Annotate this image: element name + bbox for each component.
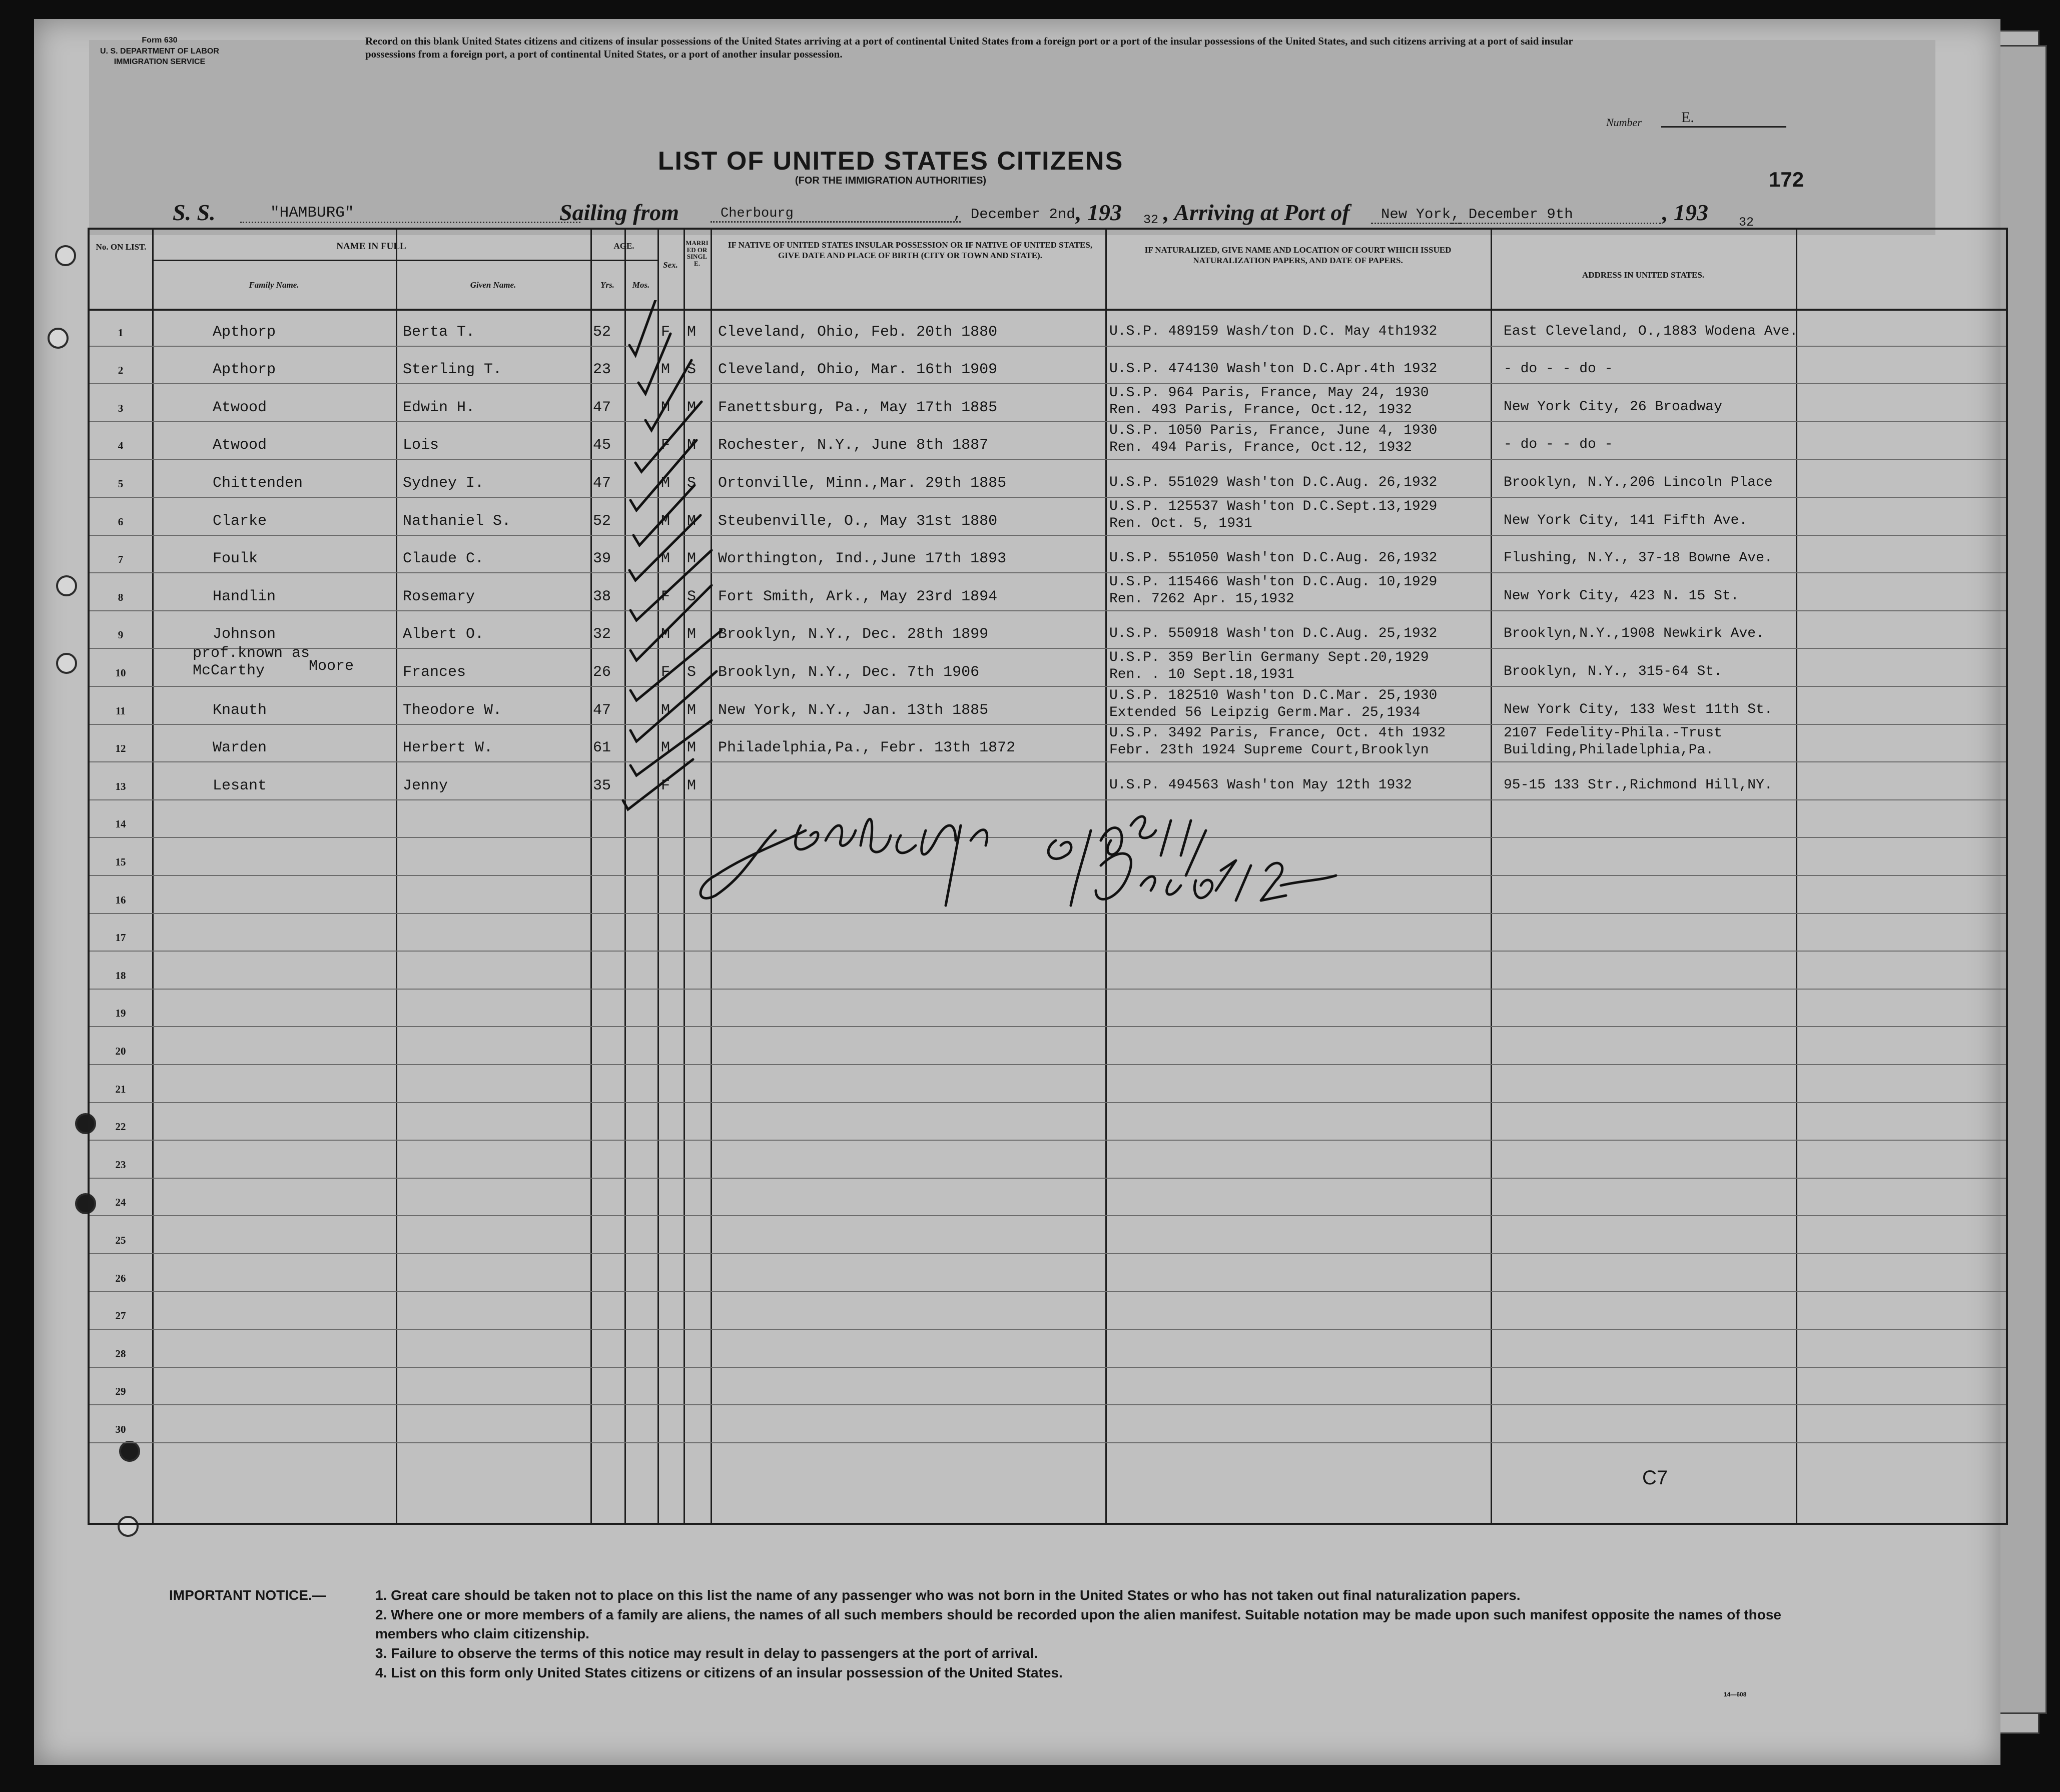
address: 95-15 133 Str.,Richmond Hill,NY. bbox=[1504, 777, 1773, 793]
given-name: Albert O. bbox=[403, 626, 484, 643]
given-name: Rosemary bbox=[403, 588, 475, 605]
sex: M bbox=[661, 399, 670, 416]
row-rule bbox=[90, 459, 2006, 460]
page-number: 172 bbox=[1769, 168, 1804, 191]
naturalization-renewal: Ren. Oct. 5, 1931 bbox=[1109, 515, 1252, 531]
row-rule bbox=[90, 497, 2006, 498]
given-name: Jenny bbox=[403, 777, 448, 794]
naturalization-renewal: Ren. 493 Paris, France, Oct.12, 1932 bbox=[1109, 402, 1412, 418]
header-bottom-rule bbox=[90, 309, 2006, 311]
given-name: Nathaniel S. bbox=[403, 512, 511, 530]
given-name: Berta T. bbox=[403, 323, 475, 341]
age-years: 47 bbox=[593, 475, 611, 492]
check-mark bbox=[635, 402, 702, 472]
family-name: Warden bbox=[213, 739, 267, 757]
marital-status: M bbox=[687, 701, 697, 719]
row-rule bbox=[90, 1253, 2006, 1254]
address: 2107 Fedelity-Phila.-Trust bbox=[1504, 725, 1722, 741]
family-name: prof.known as McCarthy bbox=[193, 645, 310, 679]
notice-items bbox=[375, 1586, 1801, 1682]
family-name: Johnson bbox=[213, 626, 276, 643]
family-name: Foulk bbox=[213, 550, 258, 568]
given-name: Sterling T. bbox=[403, 361, 502, 379]
row-rule bbox=[90, 648, 2006, 649]
row-rule bbox=[90, 1102, 2006, 1103]
row-rule bbox=[90, 346, 2006, 347]
family-name: Apthorp bbox=[213, 323, 276, 341]
age-years: 26 bbox=[593, 664, 611, 681]
marital-status: S bbox=[687, 664, 697, 681]
birth-place-date: Cleveland, Ohio, Mar. 16th 1909 bbox=[718, 361, 998, 379]
row-number: 2 bbox=[118, 364, 124, 377]
notice-heading: IMPORTANT NOTICE.— bbox=[169, 1587, 326, 1603]
header-married-or-single: MARRIED OR SINGLE. bbox=[685, 239, 709, 267]
header-naturalized: IF NATURALIZED, GIVE NAME AND LOCATION OF COURT WHICH ISSUED NATURALIZATION PAPERS, AND DATE OF PAPERS. bbox=[1144, 245, 1452, 266]
address: New York City, 133 West 11th St. bbox=[1504, 701, 1773, 717]
birth-place-date: Steubenville, O., May 31st 1880 bbox=[718, 512, 998, 530]
naturalization-renewal: Ren. . 10 Sept.18,1931 bbox=[1109, 667, 1294, 682]
given-name: Edwin H. bbox=[403, 399, 475, 416]
address: New York City, 141 Fifth Ave. bbox=[1504, 512, 1748, 528]
row-number: 26 bbox=[115, 1272, 126, 1284]
arriving-label: , Arriving at Port of bbox=[1163, 200, 1350, 225]
family-name: Apthorp bbox=[213, 361, 276, 379]
marital-status: M bbox=[687, 626, 697, 643]
given-name: Claude C. bbox=[403, 550, 484, 568]
naturalization-paper: U.S.P. 1050 Paris, France, June 4, 1930 bbox=[1109, 423, 1438, 439]
row-number: 25 bbox=[115, 1234, 126, 1246]
row-rule bbox=[90, 383, 2006, 384]
age-years: 61 bbox=[593, 739, 611, 757]
row-number: 1 bbox=[118, 326, 124, 339]
row-rule bbox=[90, 1404, 2006, 1405]
age-years: 52 bbox=[593, 323, 611, 341]
marital-status: M bbox=[687, 550, 697, 568]
sex: M bbox=[661, 550, 670, 568]
header-yrs: Yrs. bbox=[600, 280, 614, 290]
address: - do - - do - bbox=[1504, 361, 1613, 377]
notice-item: 3. Failure to observe the terms of this notice may result in delay to passengers at the port of arrival. bbox=[375, 1645, 1038, 1661]
row-number: 19 bbox=[115, 1007, 126, 1020]
arriving-port: New York bbox=[1371, 206, 1461, 224]
marital-status: S bbox=[687, 588, 697, 605]
sex: M bbox=[661, 626, 670, 643]
sex: F bbox=[661, 588, 670, 605]
header-address: ADDRESS IN UNITED STATES. bbox=[1582, 270, 1705, 280]
naturalization-paper: U.S.P. 551029 Wash'ton D.C.Aug. 26,1932 bbox=[1109, 475, 1438, 490]
binder-hole bbox=[55, 245, 76, 266]
naturalization-paper: U.S.P. 115466 Wash'ton D.C.Aug. 10,1929 bbox=[1109, 574, 1438, 590]
row-number: 30 bbox=[115, 1423, 126, 1435]
row-rule bbox=[90, 1215, 2006, 1216]
sex: F bbox=[661, 323, 670, 341]
marital-status: M bbox=[687, 512, 697, 530]
row-rule bbox=[90, 421, 2006, 422]
naturalization-renewal: Febr. 23th 1924 Supreme Court,Brooklyn bbox=[1109, 742, 1429, 758]
handwritten-signature bbox=[691, 810, 1471, 926]
check-mark bbox=[638, 334, 670, 394]
row-number: 18 bbox=[115, 969, 126, 982]
row-rule bbox=[90, 535, 2006, 536]
row-number: 22 bbox=[115, 1121, 126, 1133]
row-number: 7 bbox=[118, 553, 124, 566]
row-rule bbox=[90, 799, 2006, 800]
header-family-name: Family Name. bbox=[249, 280, 299, 290]
row-number: 20 bbox=[115, 1045, 126, 1057]
address: Brooklyn, N.Y., 315-64 St. bbox=[1504, 664, 1722, 679]
row-rule bbox=[90, 1140, 2006, 1141]
age-years: 32 bbox=[593, 626, 611, 643]
row-number: 14 bbox=[115, 818, 126, 830]
sailing-label: Sailing from bbox=[559, 200, 679, 225]
arriving-year-prefix: , 193 bbox=[1662, 200, 1708, 225]
header-mos: Mos. bbox=[632, 280, 650, 290]
sailing-year-prefix: , 193 bbox=[1076, 200, 1122, 225]
naturalization-paper: U.S.P. 489159 Wash/ton D.C. May 4th1932 bbox=[1109, 323, 1438, 339]
marital-status: S bbox=[687, 475, 697, 492]
header-sex: Sex. bbox=[663, 260, 678, 270]
birth-place-date: Worthington, Ind.,June 17th 1893 bbox=[718, 550, 1007, 568]
birth-place-date: Brooklyn, N.Y., Dec. 7th 1906 bbox=[718, 664, 980, 681]
marital-status: M bbox=[687, 777, 697, 794]
check-mark bbox=[630, 440, 697, 510]
header-rule bbox=[152, 260, 590, 261]
naturalization-paper: U.S.P. 3492 Paris, France, Oct. 4th 1932 bbox=[1109, 725, 1446, 741]
header-name-in-full: NAME IN FULL bbox=[336, 241, 406, 252]
binder-hole bbox=[56, 575, 77, 596]
marital-status: M bbox=[687, 399, 697, 416]
row-number: 21 bbox=[115, 1083, 126, 1095]
row-rule bbox=[90, 1064, 2006, 1065]
ss-label: S. S. bbox=[173, 200, 216, 225]
family-name: Knauth bbox=[213, 701, 267, 719]
row-number: 4 bbox=[118, 440, 124, 452]
row-number: 9 bbox=[118, 629, 124, 641]
check-mark bbox=[623, 759, 693, 809]
sailing-date: , December 2nd bbox=[953, 206, 1075, 223]
age-years: 52 bbox=[593, 512, 611, 530]
row-number: 23 bbox=[115, 1158, 126, 1171]
age-years: 23 bbox=[593, 361, 611, 379]
header-age: AGE. bbox=[613, 241, 634, 251]
check-mark bbox=[630, 550, 712, 620]
sailing-year: 32 bbox=[1143, 213, 1159, 227]
notice-item: 2. Where one or more members of a family are aliens, the names of all such members should be recorded upon the alien manifest. Suitable notation may be made upon such manifest opposite the names of those members who claim citizenship. bbox=[375, 1606, 1781, 1642]
row-rule bbox=[90, 1291, 2006, 1292]
marital-status: S bbox=[687, 361, 697, 379]
age-years: 47 bbox=[593, 701, 611, 719]
row-rule bbox=[90, 1367, 2006, 1368]
document-title: LIST OF UNITED STATES CITIZENS bbox=[657, 147, 1124, 176]
naturalization-renewal: Ren. 7262 Apr. 15,1932 bbox=[1109, 591, 1294, 607]
row-number: 24 bbox=[115, 1196, 126, 1209]
address: New York City, 423 N. 15 St. bbox=[1504, 588, 1739, 604]
address: Flushing, N.Y., 37-18 Bowne Ave. bbox=[1504, 550, 1773, 566]
birth-place-date: Fort Smith, Ark., May 23rd 1894 bbox=[718, 588, 998, 605]
department-name: U. S. DEPARTMENT OF LABOR bbox=[100, 47, 219, 56]
sailing-from: Cherbourg bbox=[711, 206, 961, 223]
notice-item: 4. List on this form only United States citizens or citizens of an insular possession of the United States. bbox=[375, 1664, 1063, 1680]
address: - do - - do - bbox=[1504, 437, 1613, 453]
check-mark bbox=[630, 720, 712, 775]
sex: M bbox=[661, 512, 670, 530]
row-number: 28 bbox=[115, 1347, 126, 1360]
family-name: Lesant bbox=[213, 777, 267, 794]
naturalization-paper: U.S.P. 474130 Wash'ton D.C.Apr.4th 1932 bbox=[1109, 361, 1438, 377]
ship-name: "HAMBURG" bbox=[240, 204, 580, 223]
birth-place-date: New York, N.Y., Jan. 13th 1885 bbox=[718, 701, 989, 719]
row-rule bbox=[90, 951, 2006, 952]
document-subtitle: (FOR THE IMMIGRATION AUTHORITIES) bbox=[795, 175, 987, 186]
naturalization-paper: U.S.P. 551050 Wash'ton D.C.Aug. 26,1932 bbox=[1109, 550, 1438, 566]
age-years: 45 bbox=[593, 437, 611, 454]
sex: M bbox=[661, 361, 670, 379]
age-years: 47 bbox=[593, 399, 611, 416]
row-rule bbox=[90, 1329, 2006, 1330]
family-name: Atwood bbox=[213, 399, 267, 416]
row-rule bbox=[90, 686, 2006, 687]
family-name: Chittenden bbox=[213, 475, 303, 492]
row-number: 8 bbox=[118, 591, 124, 603]
naturalization-renewal: Ren. 494 Paris, France, Oct.12, 1932 bbox=[1109, 440, 1412, 456]
marital-status: M bbox=[687, 437, 697, 454]
family-name: Atwood bbox=[213, 437, 267, 454]
sex: M bbox=[661, 739, 670, 757]
birth-place-date: Cleveland, Ohio, Feb. 20th 1880 bbox=[718, 323, 998, 341]
sex: F bbox=[661, 777, 670, 794]
address: Brooklyn, N.Y.,206 Lincoln Place bbox=[1504, 475, 1773, 490]
alias-name: Moore bbox=[309, 658, 354, 675]
given-name: Sydney I. bbox=[403, 475, 484, 492]
naturalization-paper: U.S.P. 494563 Wash'ton May 12th 1932 bbox=[1109, 777, 1412, 793]
check-mark bbox=[633, 485, 695, 545]
checkmark-column bbox=[615, 300, 756, 830]
sex: M bbox=[661, 475, 670, 492]
row-rule bbox=[90, 572, 2006, 573]
given-name: Lois bbox=[403, 437, 439, 454]
naturalization-paper: U.S.P. 125537 Wash'ton D.C.Sept.13,1929 bbox=[1109, 498, 1438, 514]
address: Brooklyn,N.Y.,1908 Newkirk Ave. bbox=[1504, 626, 1764, 642]
naturalization-paper: U.S.P. 359 Berlin Germany Sept.20,1929 bbox=[1109, 650, 1429, 665]
given-name: Herbert W. bbox=[403, 739, 493, 757]
address: Building,Philadelphia,Pa. bbox=[1504, 742, 1714, 758]
header-rule bbox=[590, 260, 657, 261]
marital-status: M bbox=[687, 323, 697, 341]
age-years: 39 bbox=[593, 550, 611, 568]
binder-hole bbox=[48, 328, 69, 349]
check-mark bbox=[630, 671, 717, 741]
family-name: Clarke bbox=[213, 512, 267, 530]
notice-item: 1. Great care should be taken not to place on this list the name of any passenger who was not born in the United States or who has not taken out final naturalization papers. bbox=[375, 1587, 1521, 1603]
row-number: 27 bbox=[115, 1310, 126, 1322]
header-given-name: Given Name. bbox=[470, 280, 516, 290]
naturalization-renewal: Extended 56 Leipzig Germ.Mar. 25,1934 bbox=[1109, 704, 1421, 720]
age-years: 35 bbox=[593, 777, 611, 794]
row-number: 16 bbox=[115, 893, 126, 906]
margin-mark: C7 bbox=[1642, 1467, 1668, 1489]
family-name: Handlin bbox=[213, 588, 276, 605]
row-number: 6 bbox=[118, 515, 124, 528]
row-number: 29 bbox=[115, 1385, 126, 1398]
age-years: 38 bbox=[593, 588, 611, 605]
check-mark bbox=[629, 300, 655, 355]
naturalization-paper: U.S.P. 182510 Wash'ton D.C.Mar. 25,1930 bbox=[1109, 687, 1438, 703]
row-number: 3 bbox=[118, 402, 124, 414]
header-birth: IF NATIVE OF UNITED STATES INSULAR POSSESSION OR IF NATIVE OF UNITED STATES, GIVE DATE AND PLACE OF BIRTH (CITY OR TOWN AND STATE). bbox=[728, 240, 1093, 261]
check-mark bbox=[630, 630, 722, 700]
binder-hole bbox=[56, 653, 77, 674]
given-name: Theodore W. bbox=[403, 701, 502, 719]
instructions-text: Record on this blank United States citizens and citizens of insular possessions of the United States arriving at a port of continental United States from a foreign port or a port of the insular possessions of the United States, and such citizens arriving at a port of said insular possessions from a foreign port, a port of continental United States, or a port of another insular possession. bbox=[365, 35, 1573, 60]
row-rule bbox=[90, 724, 2006, 725]
row-rule bbox=[90, 610, 2006, 611]
sex: M bbox=[661, 701, 670, 719]
birth-place-date: Rochester, N.Y., June 8th 1887 bbox=[718, 437, 989, 454]
naturalization-paper: U.S.P. 964 Paris, France, May 24, 1930 bbox=[1109, 385, 1429, 401]
birth-place-date: Philadelphia,Pa., Febr. 13th 1872 bbox=[718, 739, 1016, 757]
row-number: 13 bbox=[115, 780, 126, 792]
row-rule bbox=[90, 1026, 2006, 1027]
address: New York City, 26 Broadway bbox=[1504, 399, 1722, 415]
naturalization-paper: U.S.P. 550918 Wash'ton D.C.Aug. 25,1932 bbox=[1109, 626, 1438, 642]
number-value: E. bbox=[1661, 109, 1786, 128]
row-number: 10 bbox=[115, 667, 126, 679]
row-rule bbox=[90, 761, 2006, 762]
row-number: 15 bbox=[115, 856, 126, 868]
arriving-date: , December 9th bbox=[1451, 206, 1661, 224]
row-rule bbox=[90, 1178, 2006, 1179]
number-label: Number bbox=[1606, 116, 1642, 129]
form-identifier bbox=[100, 35, 219, 68]
sex: F bbox=[661, 664, 670, 681]
birth-place-date: Brooklyn, N.Y., Dec. 28th 1899 bbox=[718, 626, 989, 643]
marital-status: M bbox=[687, 739, 697, 757]
birth-place-date: Ortonville, Minn.,Mar. 29th 1885 bbox=[718, 475, 1007, 492]
row-number: 17 bbox=[115, 932, 126, 944]
row-number: 5 bbox=[118, 478, 124, 490]
address: East Cleveland, O.,1883 Wodena Ave. bbox=[1504, 323, 1798, 339]
service-name: IMMIGRATION SERVICE bbox=[114, 58, 206, 67]
row-rule bbox=[90, 989, 2006, 990]
row-rule bbox=[90, 1442, 2006, 1443]
birth-place-date: Fanettsburg, Pa., May 17th 1885 bbox=[718, 399, 998, 416]
row-number: 12 bbox=[115, 742, 126, 755]
print-code: 14—608 bbox=[1724, 1691, 1747, 1698]
form-number: Form 630 bbox=[142, 36, 178, 45]
row-number: 11 bbox=[116, 704, 126, 717]
arriving-year: 32 bbox=[1739, 215, 1754, 230]
sex: F bbox=[661, 437, 670, 454]
given-name: Frances bbox=[403, 664, 466, 681]
header-no-on-list: No. ON LIST. bbox=[96, 242, 147, 252]
